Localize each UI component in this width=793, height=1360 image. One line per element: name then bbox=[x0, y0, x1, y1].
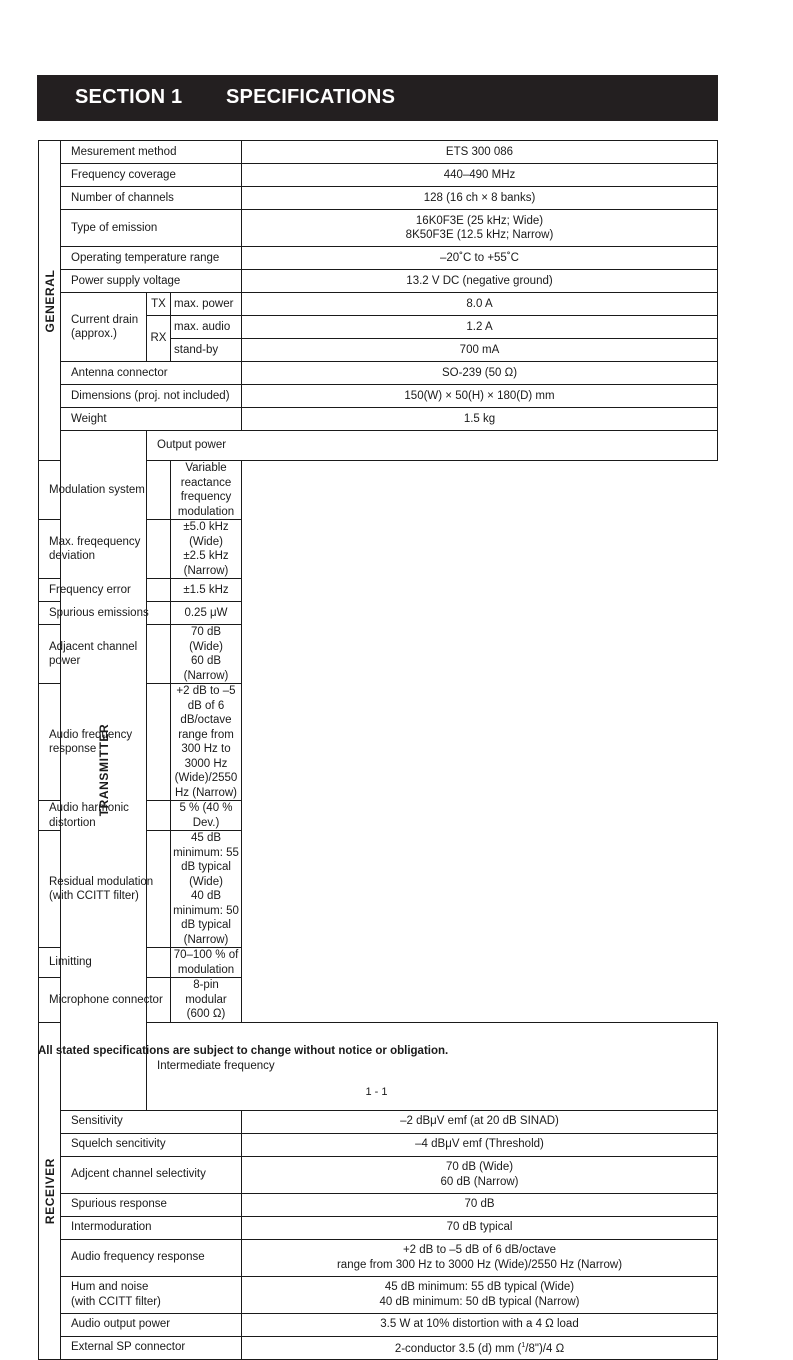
table-row bbox=[39, 1239, 718, 1276]
spec-value: 8-pin modular (600 Ω) bbox=[171, 978, 242, 1023]
spec-label: Frequency error bbox=[39, 579, 171, 602]
rx-label: RX bbox=[147, 316, 171, 362]
spec-value: 128 (16 ch × 8 banks) bbox=[242, 187, 718, 210]
table-row bbox=[39, 1336, 718, 1359]
spec-label: Audio harmonic distortion bbox=[39, 801, 171, 831]
spec-value: 150(W) × 50(H) × 180(D) mm bbox=[242, 385, 718, 408]
spec-value: 13.2 V DC (negative ground) bbox=[242, 270, 718, 293]
specifications-table bbox=[38, 140, 718, 1360]
table-row bbox=[39, 1313, 718, 1336]
table-row bbox=[39, 187, 718, 210]
spec-label: Modulation system bbox=[39, 461, 171, 520]
table-row bbox=[39, 385, 718, 408]
spec-value: –2 dBμV emf (at 20 dB SINAD) bbox=[242, 1110, 718, 1133]
section-header bbox=[37, 75, 718, 121]
spec-value: –4 dBμV emf (Threshold) bbox=[242, 1133, 718, 1156]
spec-label: Adjacent channel power bbox=[39, 625, 171, 684]
disclaimer-note: All stated specifications are subject to change without notice or obligation. bbox=[38, 1045, 449, 1057]
spec-label: Antenna connector bbox=[61, 362, 242, 385]
group-receiver: RECEIVER bbox=[39, 1022, 61, 1359]
table-row bbox=[39, 270, 718, 293]
spec-value: 700 mA bbox=[242, 339, 718, 362]
spec-value: ±1.5 kHz bbox=[171, 579, 242, 602]
spec-value: 2-conductor 3.5 (d) mm ($^1$/8")/4 Ω bbox=[242, 1336, 718, 1359]
table-row bbox=[39, 247, 718, 270]
spec-label: Sensitivity bbox=[61, 1110, 242, 1133]
tx-label: TX bbox=[147, 293, 171, 316]
table-row bbox=[39, 1193, 718, 1216]
spec-label: Dimensions (proj. not included) bbox=[61, 385, 242, 408]
spec-label: Operating temperature range bbox=[61, 247, 242, 270]
spec-value: 1.5 kg bbox=[242, 408, 718, 431]
spec-value: 45 dB minimum: 55 dB typical (Wide) 40 dB minimum: 50 dB typical (Narrow) bbox=[242, 1276, 718, 1313]
spec-sublabel: max. power bbox=[171, 293, 242, 316]
spec-value: 70 dB (Wide) 60 dB (Narrow) bbox=[242, 1156, 718, 1193]
spec-value: 3.5 W at 10% distortion with a 4 Ω load bbox=[242, 1313, 718, 1336]
spec-label: Spurious emissions bbox=[39, 602, 171, 625]
spec-value: +2 dB to –5 dB of 6 dB/octave range from 300 Hz to 3000 Hz (Wide)/2550 Hz (Narrow) bbox=[242, 1239, 718, 1276]
spec-value: 45 dB minimum: 55 dB typical (Wide) 40 dB minimum: 50 dB typical (Narrow) bbox=[171, 831, 242, 948]
spec-value: 70–100 % of modulation bbox=[171, 948, 242, 978]
table-row bbox=[39, 141, 718, 164]
page-number: 1 - 1 bbox=[365, 1086, 388, 1098]
spec-label: Residual modulation (with CCITT filter) bbox=[39, 831, 171, 948]
spec-value: 0.25 μW bbox=[171, 602, 242, 625]
spec-value: 5 % (40 % Dev.) bbox=[171, 801, 242, 831]
spec-label: Audio frequency response bbox=[61, 1239, 242, 1276]
spec-label: Output power bbox=[147, 431, 718, 461]
spec-label: Spurious response bbox=[61, 1193, 242, 1216]
spec-label: Squelch sencitivity bbox=[61, 1133, 242, 1156]
spec-value: ±5.0 kHz (Wide) ±2.5 kHz (Narrow) bbox=[171, 520, 242, 579]
spec-label: Power supply voltage bbox=[61, 270, 242, 293]
spec-label: Mesurement method bbox=[61, 141, 242, 164]
spec-value: +2 dB to –5 dB of 6 dB/octave range from 300 Hz to 3000 Hz (Wide)/2550 Hz (Narrow) bbox=[171, 684, 242, 801]
spec-value: 440–490 MHz bbox=[242, 164, 718, 187]
table-row bbox=[39, 1276, 718, 1313]
section-title: SPECIFICATIONS bbox=[226, 86, 396, 108]
table-row bbox=[39, 1216, 718, 1239]
spec-label: Hum and noise (with CCITT filter) bbox=[61, 1276, 242, 1313]
spec-value: –20˚C to +55˚C bbox=[242, 247, 718, 270]
table-row bbox=[39, 1156, 718, 1193]
spec-label: Intermoduration bbox=[61, 1216, 242, 1239]
table-row bbox=[39, 293, 718, 316]
spec-value: Variable reactance frequency modulation bbox=[171, 461, 242, 520]
spec-label: Max. freqequency deviation bbox=[39, 520, 171, 579]
spec-value: 70 dB typical bbox=[242, 1216, 718, 1239]
spec-label: External SP connector bbox=[61, 1336, 242, 1359]
spec-label: Audio frequency response bbox=[39, 684, 171, 801]
table-row bbox=[39, 164, 718, 187]
spec-label: Number of channels bbox=[61, 187, 242, 210]
spec-label-current-drain: Current drain (approx.) bbox=[61, 293, 147, 362]
spec-label: Weight bbox=[61, 408, 242, 431]
spec-label: Type of emission bbox=[61, 210, 242, 247]
spec-label: Intermediate frequency bbox=[147, 1022, 718, 1110]
spec-value: SO-239 (50 Ω) bbox=[242, 362, 718, 385]
spec-value: 70 dB (Wide) 60 dB (Narrow) bbox=[171, 625, 242, 684]
table-row bbox=[39, 408, 718, 431]
table-row bbox=[39, 1133, 718, 1156]
spec-sublabel: stand-by bbox=[171, 339, 242, 362]
table-row bbox=[39, 210, 718, 247]
spec-value: 8.0 A bbox=[242, 293, 718, 316]
section-number: SECTION 1 bbox=[75, 86, 183, 108]
spec-label: Microphone connector bbox=[39, 978, 171, 1023]
group-transmitter: TRANSMITTER bbox=[61, 431, 147, 1111]
spec-value: 1.2 A bbox=[242, 316, 718, 339]
spec-sublabel: max. audio bbox=[171, 316, 242, 339]
table-row bbox=[39, 362, 718, 385]
spec-value: 16K0F3E (25 kHz; Wide) 8K50F3E (12.5 kHz; Narrow) bbox=[242, 210, 718, 247]
spec-value: 70 dB bbox=[242, 1193, 718, 1216]
group-general: GENERAL bbox=[39, 141, 61, 461]
spec-label: Adjcent channel selectivity bbox=[61, 1156, 242, 1193]
spec-value: ETS 300 086 bbox=[242, 141, 718, 164]
spec-label: Audio output power bbox=[61, 1313, 242, 1336]
spec-label: Frequency coverage bbox=[61, 164, 242, 187]
spec-label: Limitting bbox=[39, 948, 171, 978]
table-row bbox=[39, 431, 718, 461]
